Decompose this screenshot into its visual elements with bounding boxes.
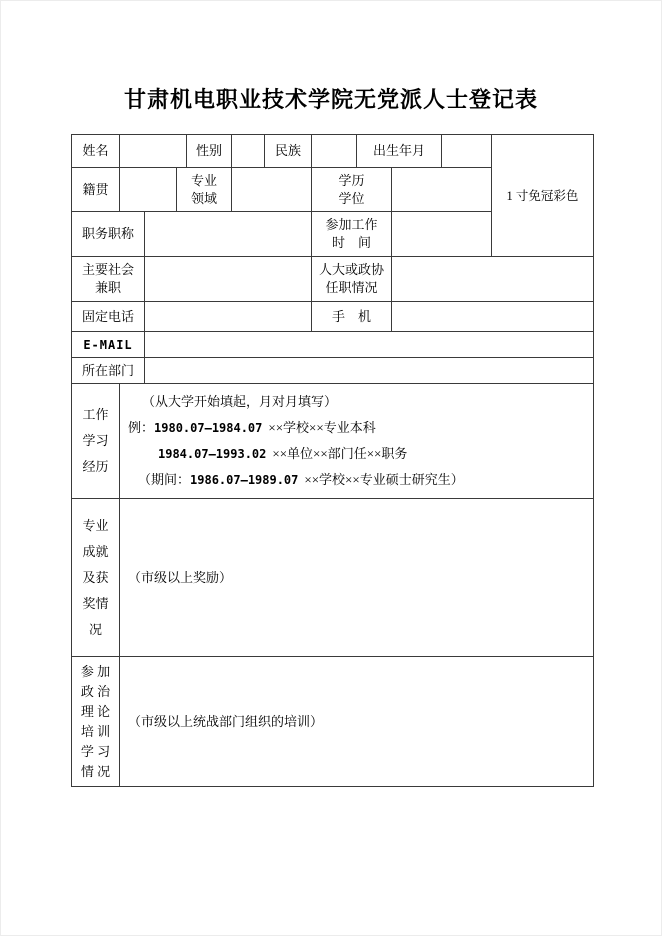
specialty-field-value-cell[interactable] [232, 168, 312, 212]
email-label [72, 332, 145, 358]
achievements-label [72, 499, 120, 657]
work-history-example1 [128, 415, 376, 441]
education-degree-label [312, 168, 392, 212]
npc-cppcc-label-line1: 人大或政协 [318, 262, 384, 277]
native-place-label: 籍贯 [72, 168, 120, 212]
birth-date-label: 出生年月 [357, 135, 442, 168]
name-value-cell[interactable] [120, 135, 187, 168]
training-label [72, 657, 120, 787]
achievements-label-line1: 专业 [82, 517, 109, 533]
training-label-line2: 政 治 [80, 683, 111, 699]
registration-form-table [71, 134, 594, 787]
native-place-value-cell[interactable] [120, 168, 177, 212]
work-history-period [128, 467, 464, 493]
work-history-label-line2: 学习 [82, 433, 109, 448]
specialty-field-label-line2: 领域 [190, 190, 217, 206]
achievements-label-line3: 及获 [82, 569, 109, 585]
work-history-label-line1: 工作 [82, 407, 109, 422]
training-content-cell[interactable] [120, 657, 594, 787]
work-history-example1-rest: ××学校××专业本科 [268, 420, 376, 435]
landline-label: 固定电话 [72, 302, 145, 332]
social-posts-label [72, 257, 145, 302]
work-history-example2-dates: 1984.07—1993.02 [158, 447, 267, 461]
training-label-line5: 学 习 [80, 743, 111, 759]
ethnicity-label: 民族 [265, 135, 312, 168]
achievements-label-line2: 成就 [82, 543, 109, 559]
work-history-content-cell[interactable] [120, 384, 594, 499]
work-history-period-rest: ××学校××专业硕士研究生） [304, 472, 464, 487]
birth-date-value-cell[interactable] [442, 135, 492, 168]
mobile-value-cell[interactable] [392, 302, 594, 332]
npc-cppcc-label-line2: 任职情况 [325, 280, 378, 295]
gender-label: 性别 [187, 135, 232, 168]
npc-cppcc-label [312, 257, 392, 302]
social-posts-label-line2: 兼职 [94, 280, 121, 295]
mobile-label: 手 机 [312, 302, 392, 332]
achievements-content-cell[interactable] [120, 499, 594, 657]
training-label-line6: 情 况 [80, 763, 111, 779]
email-value-cell[interactable] [145, 332, 594, 358]
training-label-line3: 理 论 [80, 703, 111, 719]
achievements-label-line5: 况 [88, 621, 102, 637]
education-degree-label-line2: 学位 [338, 190, 365, 206]
education-degree-value-cell[interactable] [392, 168, 492, 212]
work-history-example2-rest: ××单位××部门任××职务 [272, 446, 408, 461]
work-start-time-label-line1: 参加工作 [325, 217, 378, 232]
photo-cell[interactable] [492, 135, 594, 257]
page-title: 甘肃机电职业技术学院无党派人士登记表 [123, 87, 538, 112]
work-history-period-dates: 1986.07—1989.07 [190, 473, 299, 487]
department-value-cell[interactable] [145, 358, 594, 384]
work-history-note: （从大学开始填起，月对月填写） [142, 394, 338, 409]
department-label: 所在部门 [72, 358, 145, 384]
work-history-example1-dates: 1980.07—1984.07 [154, 421, 263, 435]
npc-cppcc-value-cell[interactable] [392, 257, 594, 302]
training-note: （市级以上统战部门组织的培训） [128, 713, 324, 729]
specialty-field-label-line1: 专业 [190, 172, 217, 188]
work-history-example2 [128, 441, 407, 467]
name-label: 姓名 [72, 135, 120, 168]
work-history-label [72, 384, 120, 499]
work-history-label-line3: 经历 [82, 459, 109, 474]
achievements-label-line4: 奖情 [82, 595, 109, 611]
training-label-line4: 培 训 [80, 723, 111, 739]
position-title-value-cell[interactable] [145, 212, 312, 257]
work-history-period-prefix: （期间： [138, 472, 191, 487]
position-title-label: 职务职称 [72, 212, 145, 257]
photo-note: 1 寸免冠彩色 [506, 188, 579, 203]
work-history-example-prefix: 例： [128, 420, 155, 435]
ethnicity-value-cell[interactable] [312, 135, 357, 168]
email-label-text: E-MAIL [83, 337, 133, 352]
work-start-time-value-cell[interactable] [392, 212, 492, 257]
social-posts-label-line1: 主要社会 [81, 262, 134, 277]
achievements-note: （市级以上奖励） [128, 569, 233, 585]
training-label-line1: 参 加 [80, 663, 111, 679]
social-posts-value-cell[interactable] [145, 257, 312, 302]
specialty-field-label [177, 168, 232, 212]
work-start-time-label [312, 212, 392, 257]
landline-value-cell[interactable] [145, 302, 312, 332]
education-degree-label-line1: 学历 [338, 172, 365, 188]
work-start-time-label-line2: 时 间 [331, 235, 371, 250]
gender-value-cell[interactable] [232, 135, 265, 168]
